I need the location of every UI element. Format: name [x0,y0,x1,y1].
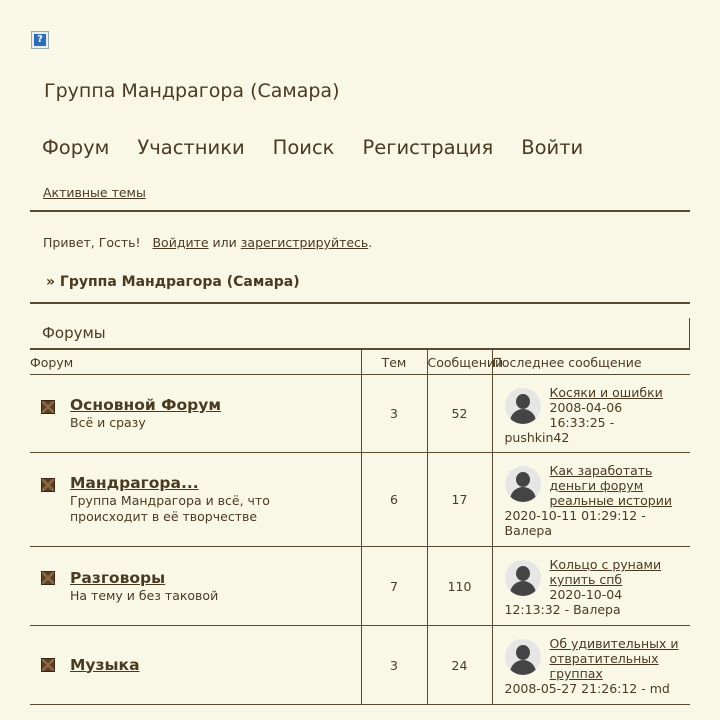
avatar-icon [505,560,541,596]
help-icon[interactable] [31,31,49,49]
greeting-or: или [212,235,237,250]
register-link[interactable]: зарегистрируйтесь [240,235,369,250]
column-header-forum: Форум [30,350,361,375]
forum-row [30,453,690,547]
forum-row [30,626,690,705]
greeting-suffix: . [368,235,373,250]
last-post-cell [492,626,690,705]
forum-cell [30,547,361,626]
forum-link[interactable]: Мандрагора... [70,474,199,492]
forum-description: Всё и сразу [70,415,146,430]
forum-row [30,547,690,626]
forum-icon [41,571,55,585]
forum-link[interactable]: Основной Форум [70,396,222,414]
avatar-icon [505,639,541,675]
main-nav [42,136,583,159]
active-topics-link[interactable]: Активные темы [43,185,146,200]
posts-count: 52 [427,375,492,453]
forums-header-row [30,350,690,375]
avatar-icon [505,466,541,502]
last-post-cell [492,547,690,626]
breadcrumb: » Группа Мандрагора (Самара) [46,274,300,290]
last-post-meta: 2008-05-27 21:26:12 - md [504,681,670,696]
site-title: Группа Мандрагора (Самара) [44,80,340,102]
greeting-text: Привет, Гость! [43,235,141,250]
posts-count: 24 [427,626,492,705]
last-post-meta: 2020-10-11 01:29:12 - Валера [504,508,646,538]
header-divider [30,210,690,212]
breadcrumb-divider [30,302,690,304]
last-post-cell [492,375,690,453]
last-post-meta: 2008-04-06 16:33:25 - pushkin42 [504,399,623,445]
last-post-link[interactable]: Кольцо с рунами купить спб [549,557,662,587]
last-post-link[interactable]: Косяки и ошибки [549,384,663,400]
column-header-topics: Тем [361,350,427,375]
greeting [43,235,372,250]
forum-cell [30,453,361,547]
forums-caption-text: Форумы [42,324,106,342]
forums-caption [30,318,690,349]
forum-row [30,375,690,453]
login-link[interactable]: Войдите [152,235,209,250]
forum-description: На тему и без таковой [70,587,219,603]
posts-count: 17 [427,453,492,547]
last-post-meta: 2020-10-04 12:13:32 - Валера [504,587,623,617]
avatar-icon [505,388,541,424]
forum-cell [30,375,361,453]
forum-icon [41,658,55,672]
nav-register[interactable]: Регистрация [362,136,494,159]
column-header-posts: Сообщений [427,350,492,375]
forum-icon [41,400,55,414]
nav-forum[interactable]: Форум [42,136,110,159]
nav-search[interactable]: Поиск [272,136,335,159]
topics-count: 3 [361,375,427,453]
last-post-link[interactable]: Об удивительных и отвратительных группах [549,636,679,681]
forum-icon [41,478,55,492]
last-post-cell [492,453,690,547]
forum-description: Группа Мандрагора и всё, что происходит в её творчестве [70,493,270,524]
nav-login[interactable]: Войти [521,136,584,159]
topics-count: 7 [361,547,427,626]
posts-count: 110 [427,547,492,626]
nav-members[interactable]: Участники [137,136,245,159]
topics-count: 3 [361,626,427,705]
column-header-last-post: Последнее сообщение [492,350,690,375]
forum-link[interactable]: Музыка [70,655,140,674]
forums-table [30,349,690,705]
help-icon-glyph: ? [34,34,46,46]
forum-link[interactable]: Разговоры [70,568,166,587]
last-post-link[interactable]: Как заработать деньги форум реальные истории [549,463,672,508]
forum-cell [30,626,361,705]
topics-count: 6 [361,453,427,547]
